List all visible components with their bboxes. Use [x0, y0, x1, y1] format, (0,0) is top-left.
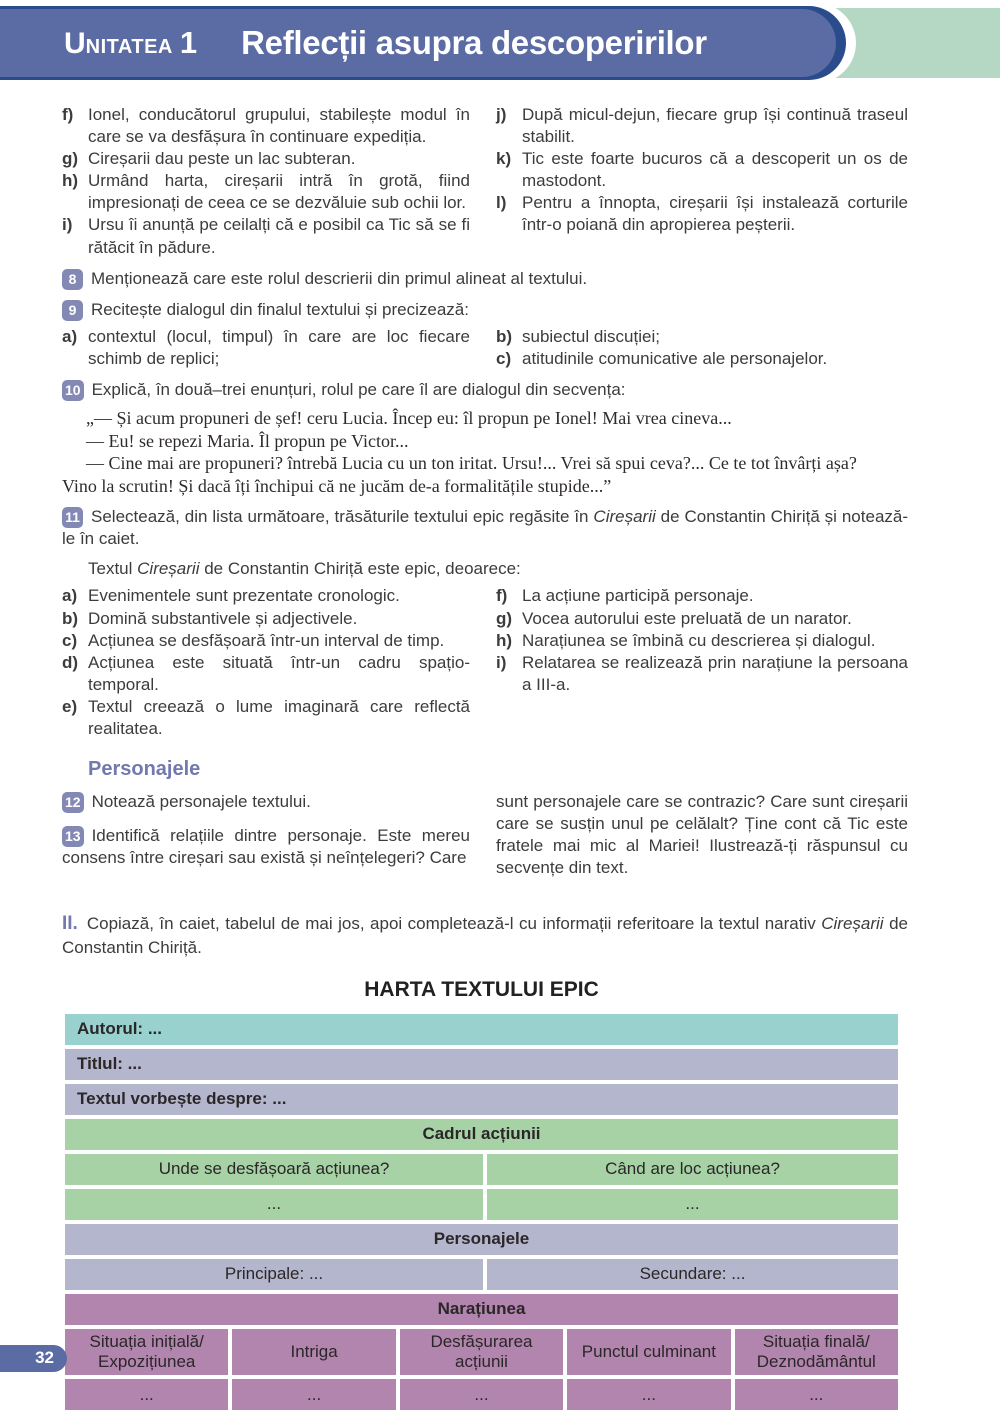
list-item-f: f) Ionel, conducătorul grupului, stabilește modul în care se va desfășura în continuare expediția.: [62, 105, 470, 147]
cell-unde: Unde se desfășoară acțiunea?: [65, 1154, 483, 1185]
section-2-label: II.: [62, 913, 78, 935]
list-item-j: j) După micul-dejun, fiecare grup își continuă traseul stabilit.: [496, 105, 908, 147]
harta-textului-epic-table: [65, 976, 898, 1410]
personaje-exercises: [62, 782, 908, 896]
unit-header-banner: [0, 0, 1000, 88]
row-naratiunea-header: [65, 1294, 898, 1325]
cell-principale: Principale: ...: [65, 1259, 483, 1290]
unit-number: 1: [179, 24, 198, 60]
quote-line: „— Și acum propuneri de șef! ceru Lucia. Încep eu: îl propun pe Ionel! Mai vrea cineva...: [86, 408, 732, 429]
exercise-9: [62, 299, 908, 321]
feature-d: d) Acțiunea este situată într-un cadru spațio-temporal.: [62, 652, 470, 694]
cell-personajele: Personajele: [65, 1224, 898, 1255]
row-naratiune-dots: [65, 1379, 898, 1410]
exercise-11: 11 Selectează, din lista următoare, trăsăturile textului epic regăsite în Cireșarii de Constantin Chiriță și notează-le în caiet.: [62, 507, 909, 549]
list-item-g: g) Cireșarii dau peste un lac subteran.: [62, 149, 356, 169]
feature-a: a) Evenimentele sunt prezentate cronologic.: [62, 586, 400, 606]
cell-naratiunea: Narațiunea: [65, 1294, 898, 1325]
row-cadrul-header: [65, 1119, 898, 1150]
exercise-9-items: [62, 326, 908, 370]
exercise-number-badge: 9: [62, 300, 83, 321]
item-a: a) contextul (locul, timpul) în care are loc fiecare schimb de replici;: [62, 326, 470, 368]
feature-b: b) Domină substantivele și adjectivele.: [62, 608, 358, 628]
cell-cadrul-actiunii: Cadrul acțiunii: [65, 1119, 898, 1150]
features-list: [62, 585, 908, 740]
exercise-10-text: Explică, în două–trei enunțuri, rolul pe care îl are dialogul din secvența:: [91, 380, 626, 400]
quote-line: — Eu! se repezi Maria. Îl propun pe Victor...: [86, 430, 409, 451]
dialogue-quote: [62, 407, 908, 497]
cell-autor: Autorul: ...: [65, 1014, 898, 1045]
cell-dots: ...: [735, 1379, 898, 1410]
cell-titlu: Titlul: ...: [65, 1049, 898, 1080]
book-title-italic: Cireșarii: [137, 559, 200, 579]
row-unde-cand: [65, 1154, 898, 1185]
page-content: [62, 104, 908, 1410]
cell-dots: ...: [487, 1189, 898, 1220]
exercise-13: [62, 825, 470, 869]
exercise-8-text: Menționează care este rolul descrierii din primul alineat al textului.: [91, 268, 588, 288]
exercise-number-badge: 13: [62, 826, 84, 847]
cell-dots: ...: [65, 1189, 483, 1220]
exercise-12: [62, 791, 470, 813]
table-title: HARTA TEXTULUI EPIC: [364, 978, 599, 1002]
quote-line: Vino la scrutin! Și dacă îți închipui că ne jucăm de-a formalitățile stupide...”: [62, 475, 612, 496]
exercise-13-text-right: sunt personajele care se contrazic? Care sunt cireșarii care se susțin unul pe celălalt? Ține cont că Tic este fratele mai mic al Mariei! Ilustrează-ți răspunsul cu secvențe din text.: [496, 792, 908, 878]
list-item-k: k) Tic este foarte bucuros că a descoperit un os de mastodont.: [496, 149, 908, 191]
exercise-8: [62, 268, 908, 290]
cell-dots: ...: [400, 1379, 563, 1410]
item-c: c) atitudinile comunicative ale personajelor.: [496, 348, 828, 368]
list-item-h: h) Urmând harta, cireșarii intră în grotă, fiind impresionați de ceea ce se dezvăluie sub ochii lor.: [62, 171, 470, 213]
cell-situatia-initiala: Situația inițială/ Expozițiunea: [65, 1329, 228, 1376]
features-intro: Textul Cireșarii de Constantin Chiriță este epic, deoarece:: [88, 559, 521, 579]
feature-c: c) Acțiunea se desfășoară într-un interval de timp.: [62, 630, 445, 650]
exercise-12-text: Notează personajele textului.: [91, 792, 311, 812]
intro-list: [62, 104, 908, 259]
cell-dots: ...: [65, 1379, 228, 1410]
feature-e: e) Textul creează o lume imaginară care reflectă realitatea.: [62, 696, 470, 738]
cell-dots: ...: [567, 1379, 730, 1410]
cell-situatia-finala: Situația finală/ Deznodământul: [735, 1329, 898, 1376]
unit-label: UNITATEA 1: [64, 24, 198, 60]
book-title-italic: Cireșarii: [821, 914, 884, 934]
exercise-9-text: Recitește dialogul din finalul textului și precizează:: [91, 299, 469, 319]
item-b: b) subiectul discuției;: [496, 326, 660, 346]
feature-h: h) Narațiunea se îmbină cu descrierea și dialogul.: [496, 630, 876, 650]
exercise-10: [62, 379, 908, 401]
quote-line: — Cine mai are propuneri? întrebă Lucia cu un ton iritat. Ursu!... Vrei să spui ceva?... Ce te tot învârți așa?: [86, 453, 857, 474]
page-number-badge: 32: [0, 1345, 67, 1372]
book-title-italic: Cireșarii: [593, 507, 656, 527]
cell-secundare: Secundare: ...: [487, 1259, 898, 1290]
unit-title: Reflecții asupra descoperirilor: [241, 23, 707, 61]
row-cadrul-dots: [65, 1189, 898, 1220]
exercise-number-badge: 8: [62, 269, 83, 290]
feature-f: f) La acțiune participă personaje.: [496, 586, 754, 606]
cell-punctul-culminant: Punctul culminant: [567, 1329, 730, 1376]
feature-i: i) Relatarea se realizează prin narațiune la persoana a III-a.: [496, 652, 908, 694]
cell-intriga: Intriga: [232, 1329, 395, 1376]
feature-g: g) Vocea autorului este preluată de un narator.: [496, 608, 852, 628]
exercise-13-text-left: Identifică relațiile dintre personaje. Este mereu consens între cireșari sau există și neînțelegeri? Care: [62, 826, 470, 868]
row-principale-secundare: [65, 1259, 898, 1290]
exercise-number-badge: 11: [62, 507, 83, 528]
exercise-number-badge: 12: [62, 792, 84, 813]
exercise-number-badge: 10: [62, 380, 84, 401]
row-naratiune-cols: [65, 1329, 898, 1376]
cell-despre: Textul vorbește despre: ...: [65, 1084, 898, 1115]
cell-dots: ...: [232, 1379, 395, 1410]
cell-cand: Când are loc acțiunea?: [487, 1154, 898, 1185]
row-personajele-header: [65, 1224, 898, 1255]
row-autor: [65, 1014, 898, 1045]
row-titlu: [65, 1049, 898, 1080]
cell-desfasurarea: Desfășurarea acțiunii: [400, 1329, 563, 1376]
section-heading-personajele: Personajele: [88, 758, 201, 781]
banner: [0, 9, 836, 77]
row-despre: [65, 1084, 898, 1115]
section-2-instruction: II. Copiază, în caiet, tabelul de mai jos, apoi completează-l cu informații referitoare la textul narativ Cireșarii de Constantin Chiriță.: [62, 913, 908, 958]
list-item-i: i) Ursu îi anunță pe ceilalți că e posibil ca Tic să se fi rătăcit în pădure.: [62, 215, 470, 257]
list-item-l: l) Pentru a înnopta, cireșarii își instalează corturile într-o poiană din apropierea peșterii.: [496, 193, 908, 235]
